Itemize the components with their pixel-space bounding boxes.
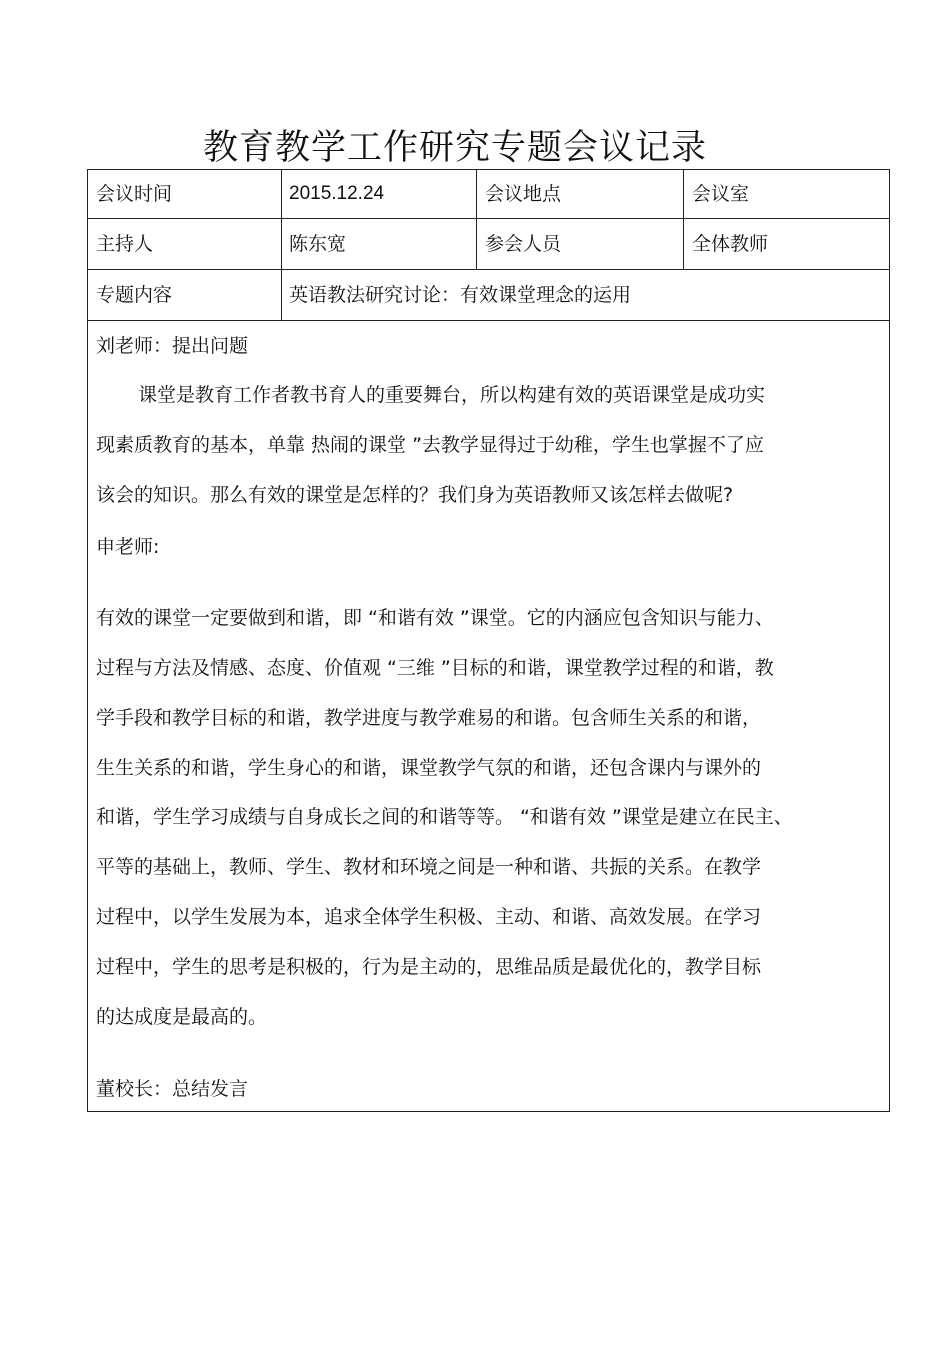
column-divider	[281, 169, 282, 320]
meeting-time-label: 会议时间	[96, 183, 173, 205]
paragraph-line: 课堂是教育工作者教书育人的重要舞台，所以构建有效的英语课堂是成功实	[138, 384, 766, 406]
host-label: 主持人	[96, 233, 154, 255]
paragraph-line: 平等的基础上，教师、学生、教材和环境之间是一种和谐、共振的关系。在教学	[96, 856, 762, 878]
paragraph-line: 学手段和教学目标的和谐，教学进度与教学难易的和谐。包含师生关系的和谐，	[96, 707, 762, 729]
column-divider	[683, 169, 684, 270]
column-divider	[476, 169, 477, 270]
topic-label: 专题内容	[96, 284, 173, 306]
meeting-place-label: 会议地点	[485, 183, 562, 205]
paragraph-line: 和谐，学生学习成绩与自身成长之间的和谐等等。 “和谐有效 ”课堂是建立在民主、	[96, 806, 793, 828]
attendees-value: 全体教师	[692, 233, 769, 255]
meeting-time-value: 2015.12.24	[289, 183, 385, 204]
paragraph-line: 过程与方法及情感、态度、价值观 “三维 ”目标的和谐，课堂教学过程的和谐，教	[96, 657, 774, 679]
speaker-heading: 刘老师：提出问题	[96, 335, 249, 357]
speaker-heading: 董校长：总结发言	[96, 1078, 249, 1100]
meeting-place-value: 会议室	[692, 183, 750, 205]
paragraph-line: 过程中，学生的思考是积极的，行为是主动的，思维品质是最优化的，教学目标	[96, 956, 762, 978]
paragraph-line: 有效的课堂一定要做到和谐，即 “和谐有效 ”课堂。它的内涵应包含知识与能力、	[96, 607, 774, 629]
paragraph-line: 过程中，以学生发展为本，追求全体学生积极、主动、和谐、高效发展。在学习	[96, 906, 762, 928]
topic-value: 英语教法研究讨论：有效课堂理念的运用	[289, 284, 632, 306]
paragraph-line: 生生关系的和谐，学生身心的和谐，课堂教学气氛的和谐，还包含课内与课外的	[96, 757, 762, 779]
attendees-label: 参会人员	[485, 233, 562, 255]
row-divider	[87, 218, 890, 219]
speaker-heading: 申老师:	[96, 536, 160, 558]
paragraph-line: 现素质教育的基本，单靠 热闹的课堂 ”去教学显得过于幼稚，学生也掌握不了应	[96, 434, 764, 456]
page-title: 教育教学工作研究专题会议记录	[202, 128, 707, 168]
row-divider	[87, 269, 890, 270]
paragraph-line: 该会的知识。那么有效的课堂是怎样的？我们身为英语教师又该怎样去做呢?	[96, 484, 734, 506]
host-value: 陈东宽	[289, 233, 347, 255]
paragraph-line: 的达成度是最高的。	[96, 1006, 268, 1028]
row-divider	[87, 320, 890, 321]
